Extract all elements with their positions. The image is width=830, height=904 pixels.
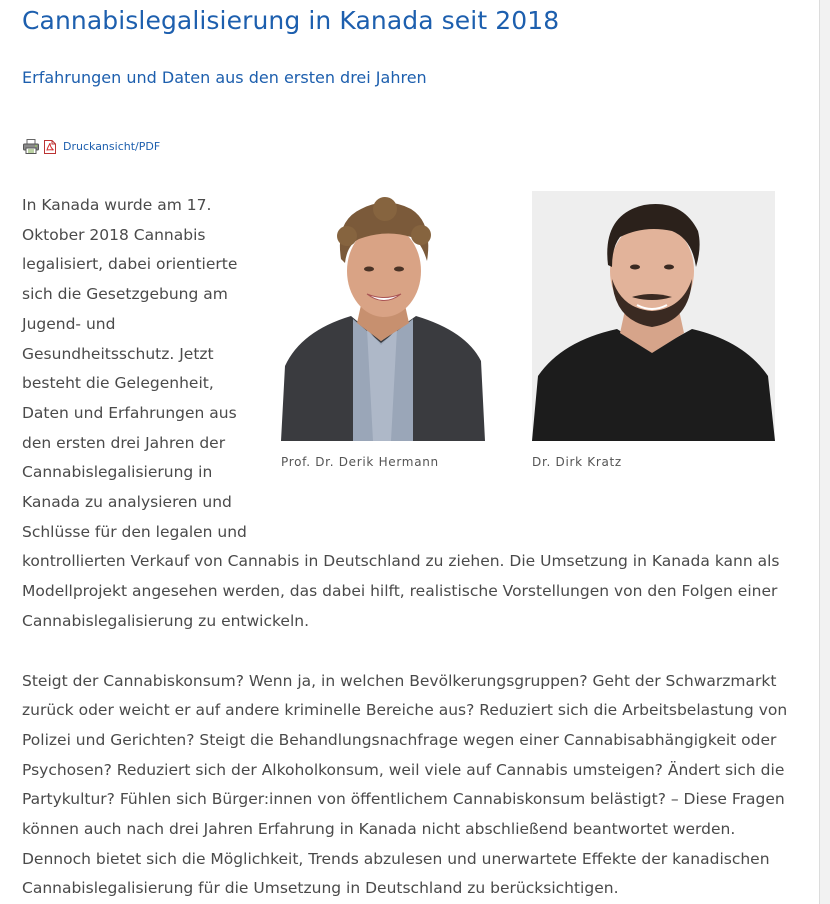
paragraph-intro: In Kanada wurde am 17. Oktober 2018 Cannabis legalisiert, dabei orientierte sich die Gesetzgebung am Jugend- und Gesundheitsschutz. Jetzt besteht die Gelegenheit, Daten und Erfahrungen aus den ersten drei Jahren der Cannabislegalisierung in Kanada zu analysieren und Schlüsse für den legalen und kontrollierten Verkauf von Cannabis in Deutschland zu ziehen. Die Umsetzung in Kanada kann als Modellprojekt angesehen werden, das dabei hilft, realistische Vorstellungen von den Folgen einer Cannabislegalisierung zu entwickeln. xyxy=(22,196,780,630)
paragraph-questions: Steigt der Cannabiskonsum? Wenn ja, in welchen Bevölkerungsgruppen? Geht der Schwarzmarkt zurück oder weicht er auf andere kriminelle Bereiche aus? Reduziert sich die Arbeitsbelastung von Polizei und Gerichten? Steigt die Behandlungsnachfrage wegen einer Cannabisabhängigkeit oder Psychosen? Reduziert sich der Alkoholkonsum, weil viele auf Cannabis umsteigen? Ändert sich die Partykultur? Fühlen sich Bürger:innen von öffentlichem Cannabiskonsum belästigt? – Diese Fragen können auch nach drei Jahren Erfahrung in Kanada nicht abschließend beantwortet werden. Dennoch bietet sich die Möglichkeit, Trends abzulesen und unerwartete Effekte der kanadischen Cannabislegalisierung für die Umsetzung in Deutschland zu berücksichtigen. xyxy=(22,671,788,898)
author-photo-hermann xyxy=(281,191,485,441)
print-pdf-link[interactable]: Druckansicht/PDF xyxy=(63,139,161,153)
author-photo-kratz xyxy=(532,191,775,441)
printer-icon[interactable] xyxy=(23,139,39,154)
article-body xyxy=(22,191,797,904)
print-toolbar xyxy=(23,138,160,154)
page-right-border xyxy=(819,0,830,904)
photo-caption-hermann: Prof. Dr. Derik Hermann xyxy=(281,455,439,469)
page-title: Cannabislegalisierung in Kanada seit 2018 xyxy=(22,6,560,35)
pdf-icon[interactable] xyxy=(44,139,56,153)
page-subtitle: Erfahrungen und Daten aus den ersten drei Jahren xyxy=(22,68,427,87)
author-photos xyxy=(281,191,775,521)
photo-caption-kratz: Dr. Dirk Kratz xyxy=(532,455,622,469)
